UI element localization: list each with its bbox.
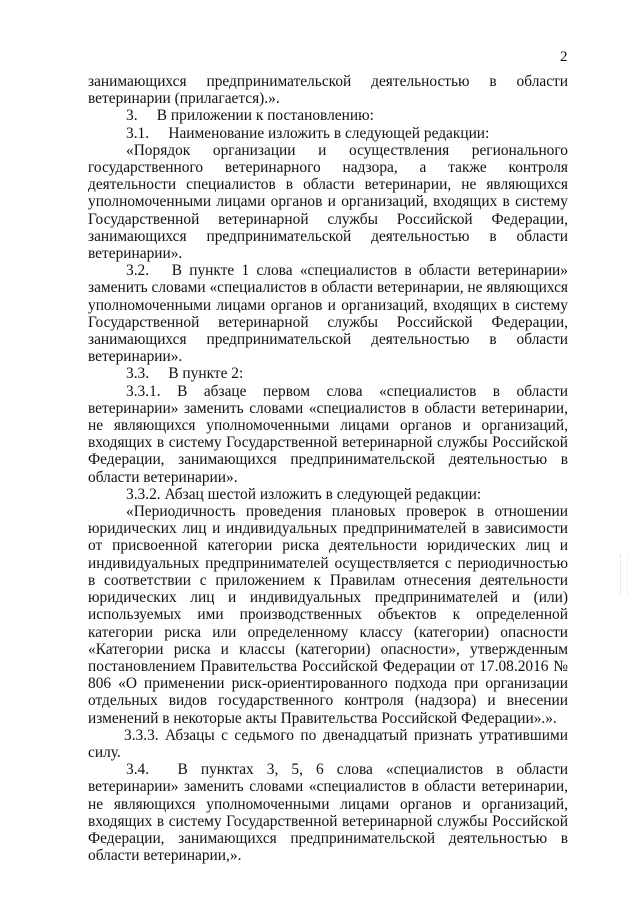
- document-body: [88, 73, 568, 864]
- paragraph-item-3: 3. В приложении к постановлению:: [126, 107, 374, 125]
- page-number: 2: [560, 49, 568, 65]
- paragraph-item-3-3-3: 3.3.3. Абзацы с седьмого по двенадцатый признать утратившими силу.: [88, 726, 568, 761]
- paragraph-item-3-1: 3.1. Наименование изложить в следующей редакции:: [126, 124, 490, 142]
- paragraph-quoted-abzac: «Периодичность проведения плановых проверок в отношении юридических лиц и индивидуальных предпринимателей в зависимости от присвоенной категории риска деятельности юридических лиц и индивидуальных предпринимателей осуществляется с периодичностью в соответствии с приложением к Правилам отнесения деятельности юридических лиц и индивидуальных предпринимателей и (или) используемых ими производственных объектов к определенной категории риска или определенному классу (категории) опасности «Категории риска и классы (категории) опасности», утвержденным постановлением Правительства Российской Федерации от 17.08.2016 № 806 «О применении риск-ориентированного подхода при организации отдельных видов государственного контроля (надзора) и внесении изменений в некоторые акты Правительства Российской Федерации».».: [88, 503, 568, 727]
- paragraph-continuation: занимающихся предпринимательской деятельностью в области ветеринарии (прилагается).».: [88, 73, 568, 108]
- paragraph-item-3-3: 3.3. В пункте 2:: [126, 365, 244, 383]
- paragraph-item-3-3-2: 3.3.2. Абзац шестой изложить в следующей редакции:: [126, 485, 482, 503]
- paragraph-item-3-4: 3.4. В пунктах 3, 5, 6 слова «специалистов в области ветеринарии» заменить словами «специалистов в области ветеринарии, не являющихся уполномоченными лицами органов и организаций, входящих в систему Государственной ветеринарной службы Российской Федерации, занимающихся предпринимательской деятельностью в области ветеринарии,».: [88, 761, 568, 865]
- paragraph-item-3-3-1: 3.3.1. В абзаце первом слова «специалистов в области ветеринарии» заменить словами «специалистов в области ветеринарии, не являющихся уполномоченными лицами органов и организаций, входящих в систему Государственной ветеринарной службы Российской Федерации, занимающихся предпринимательской деятельностью в области ветеринарии».: [88, 382, 568, 486]
- scan-artifact: [620, 555, 628, 595]
- paragraph-new-title: «Порядок организации и осуществления регионального государственного ветеринарного надзора, а также контроля деятельности специалистов в области ветеринарии, не являющихся уполномоченными лицами органов и организаций, входящих в систему Государственной ветеринарной службы Российской Федерации, занимающихся предпринимательской деятельностью в области ветеринарии».: [88, 141, 568, 263]
- paragraph-item-3-2: 3.2. В пункте 1 слова «специалистов в области ветеринарии» заменить словами «специалистов в области ветеринарии, не являющихся уполномоченными лицами органов и организаций, входящих в систему Государственной ветеринарной службы Российской Федерации, занимающихся предпринимательской деятельностью в области ветеринарии».: [88, 262, 568, 366]
